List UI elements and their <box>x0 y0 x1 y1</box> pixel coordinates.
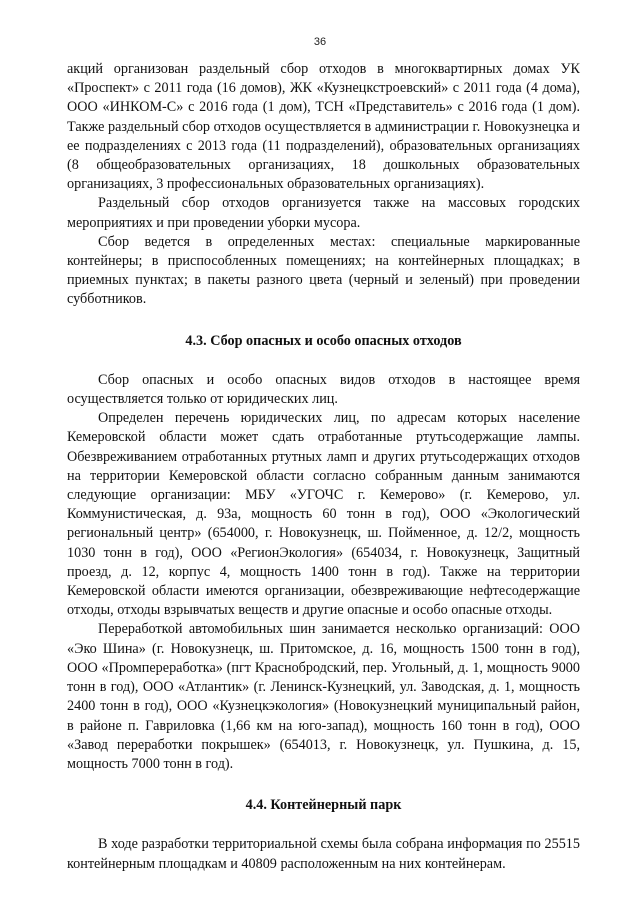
page-content <box>67 60 580 874</box>
paragraph: Сбор опасных и особо опасных видов отходов в настоящее время осуществляется только от юридических лиц. <box>67 371 580 408</box>
paragraph-continued: акций организован раздельный сбор отходов в многоквартирных домах УК «Проспект» с 2011 года (16 домов), ЖК «Кузнецкстроевский» с 2011 года (4 дома), ООО «ИНКОМ-С» с 2016 года (1 дом), ТСН «Представитель» с 2016 года (1 дом). Также раздельный сбор отходов осуществляется в администрации г. Новокузнецка и ее подразделениях с 2013 года (11 подразделений), образовательных организациях (8 общеобразовательных организациях, 18 дошкольных образовательных организациях, 3 профессиональных образовательных организациях). <box>67 61 580 193</box>
section-4-3-heading-wrap <box>67 332 580 351</box>
section-heading-4-4: 4.4. Контейнерный парк <box>245 797 402 814</box>
paragraph: Раздельный сбор отходов организуется также на массовых городских мероприятиях и при проведении уборки мусора. <box>67 195 580 231</box>
paragraph: Сбор ведется в определенных местах: специальные маркированные контейнеры; в приспособленных помещениях; на контейнерных площадках; в приемных пунктах; в пакеты разного цвета (черный и зеленый) при проведении субботников. <box>67 233 580 308</box>
page-number: 36 <box>313 36 327 48</box>
paragraph: Переработкой автомобильных шин занимается несколько организаций: ООО «Эко Шина» (г. Новокузнецк, ш. Притомское, д. 16, мощность 1500 тонн в год), ООО «Промпереработка» (пгт Краснобродский, пер. Угольный, д. 1, мощность 9000 тонн в год), ООО «Атлантик» (г. Ленинск-Кузнецкий, ул. Заводская, д. 1, мощность 2400 тонн в год), ООО «Кузнецкэкология» (Новокузнецкий муниципальный район, в районе п. Гавриловка (1,66 км на юго-запад), мощность 160 тонн в год), ООО «Завод переработки покрышек» (654013, г. Новокузнецк, ул. Пушкина, д. 15, мощность 7000 тонн в год). <box>67 621 580 772</box>
section-heading-4-3: 4.3. Сбор опасных и особо опасных отходов <box>185 332 462 349</box>
section-4-4-heading-wrap <box>67 796 580 815</box>
paragraph: В ходе разработки территориальной схемы была собрана информация по 25515 контейнерным площадкам и 40809 расположенным на них контейнерам. <box>67 836 580 872</box>
paragraph: Определен перечень юридических лиц, по адресам которых население Кемеровской области может сдать отработанные ртутьсодержащие лампы. Обезвреживанием отработанных ртутных ламп и других ртутьсодержащих отходов на территории Кемеровской области согласно собранным данным занимаются следующие организации: МБУ «УГОЧС г. Кемерово» (г. Кемерово, ул. Коммунистическая, д. 93а, мощность 60 тонн в год), ООО «Экологический региональный центр» (654000, г. Новокузнецк, ш. Пойменное, д. 12/2, мощность 1030 тонн в год), ООО «РегионЭкология» (654034, г. Новокузнецк, Защитный проезд, д. 12, корпус 4, мощность 1400 тонн в год). Также на территории Кемеровской области имеются организации, обезвреживающие нефтесодержащие отходы, отходы взрывчатых веществ и другие опасные и особо опасные отходы. <box>67 410 580 619</box>
